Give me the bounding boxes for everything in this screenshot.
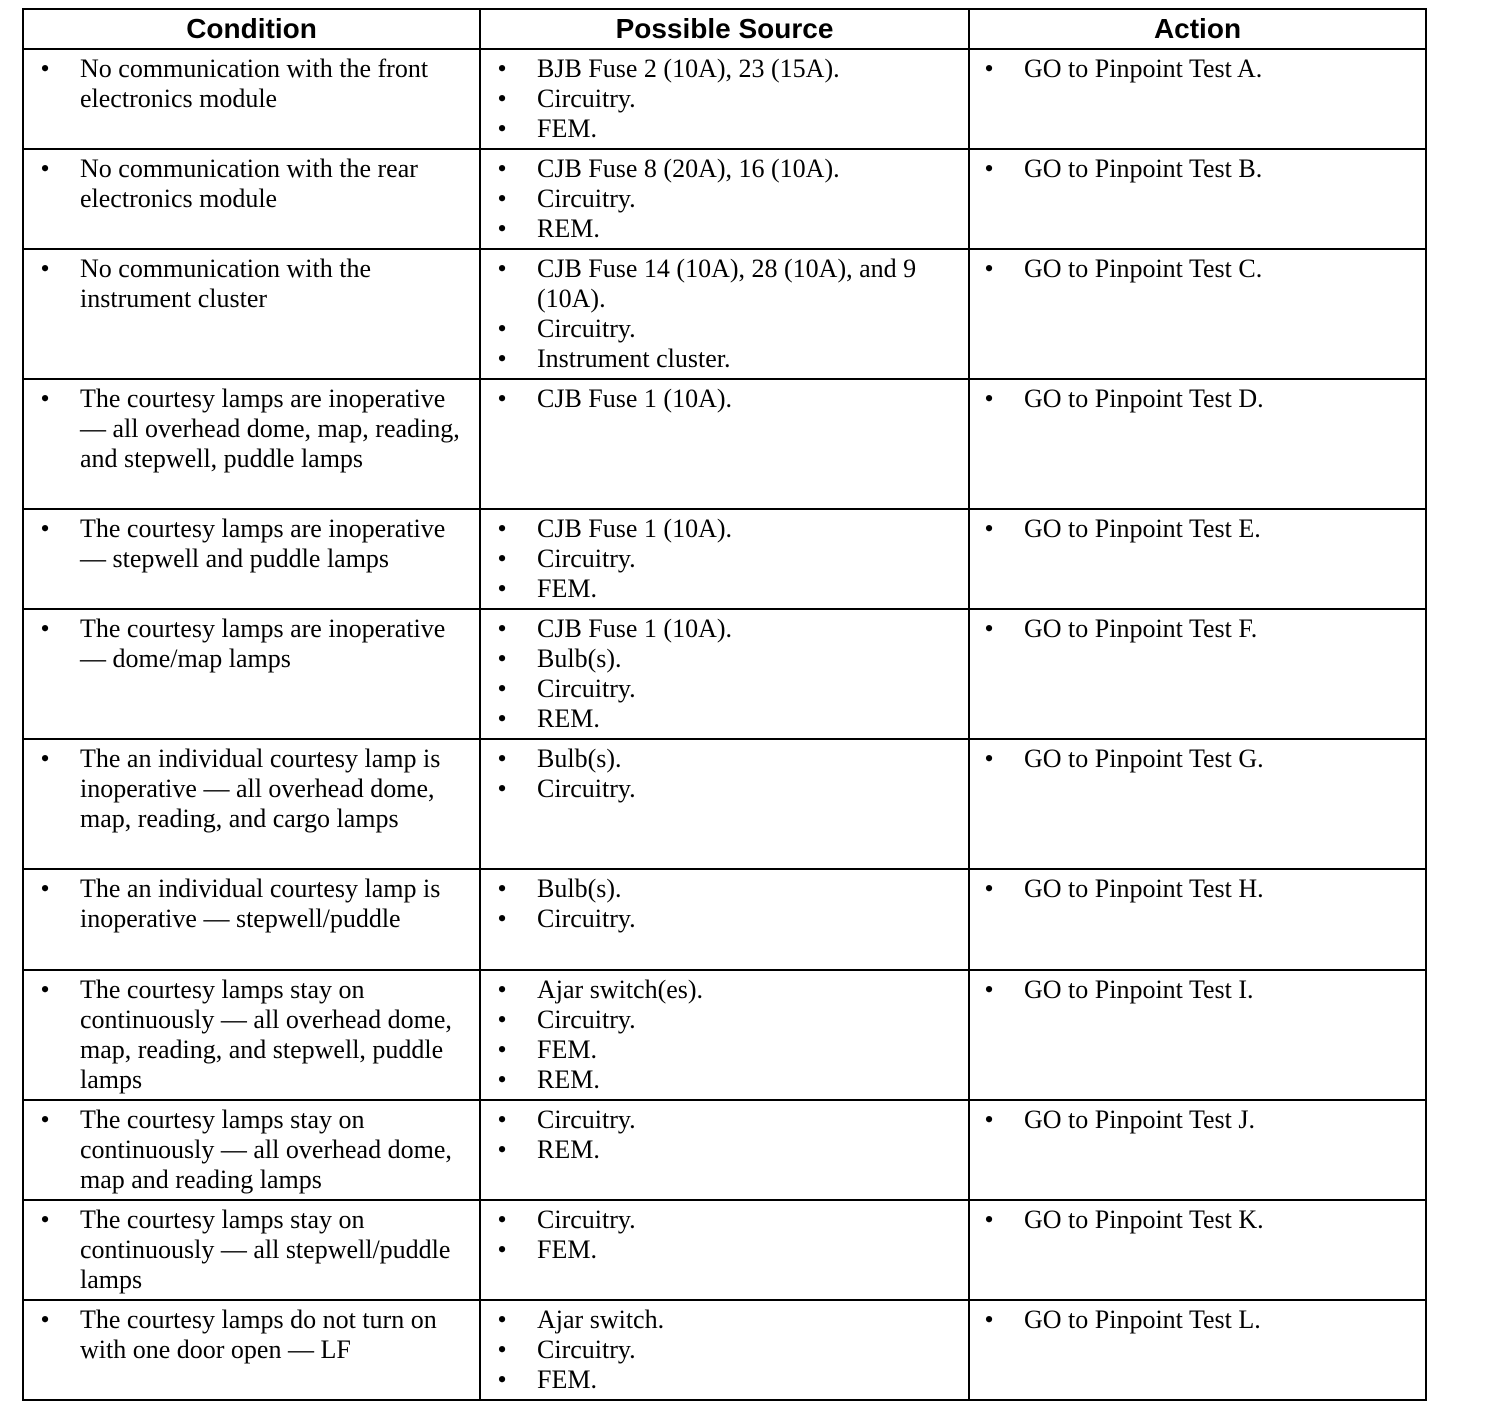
possible-source-cell bbox=[480, 249, 969, 379]
condition-text: The courtesy lamps are inoperative — dome/map lamps bbox=[80, 614, 446, 673]
action-text: GO to Pinpoint Test B. bbox=[1024, 154, 1263, 183]
table-row bbox=[23, 509, 1426, 609]
bullet-icon: • bbox=[497, 1365, 507, 1394]
condition-cell bbox=[23, 739, 480, 869]
bullet-icon: • bbox=[497, 514, 507, 543]
action-text: GO to Pinpoint Test F. bbox=[1024, 614, 1258, 643]
source-item: CJB Fuse 14 (10A), 28 (10A), and 9 (10A). bbox=[537, 254, 917, 313]
table-row bbox=[23, 379, 1426, 509]
action-text: GO to Pinpoint Test J. bbox=[1024, 1105, 1256, 1134]
symptom-chart-table bbox=[22, 8, 1427, 1401]
bullet-icon: • bbox=[40, 1305, 50, 1334]
source-item: Bulb(s). bbox=[537, 874, 622, 903]
action-text: GO to Pinpoint Test A. bbox=[1024, 54, 1263, 83]
table-row bbox=[23, 869, 1426, 970]
action-text: GO to Pinpoint Test G. bbox=[1024, 744, 1264, 773]
bullet-icon: • bbox=[40, 154, 50, 183]
table-row bbox=[23, 49, 1426, 149]
condition-text: The courtesy lamps do not turn on with one door open — LF bbox=[80, 1305, 437, 1364]
action-text: GO to Pinpoint Test E. bbox=[1024, 514, 1261, 543]
bullet-icon: • bbox=[497, 344, 507, 373]
condition-cell bbox=[23, 509, 480, 609]
source-item: Ajar switch. bbox=[537, 1305, 665, 1334]
bullet-icon: • bbox=[984, 874, 994, 903]
possible-source-cell bbox=[480, 1200, 969, 1300]
possible-source-cell bbox=[480, 869, 969, 970]
bullet-icon: • bbox=[497, 1205, 507, 1234]
bullet-icon: • bbox=[497, 214, 507, 243]
bullet-icon: • bbox=[497, 904, 507, 933]
table-row bbox=[23, 609, 1426, 739]
condition-cell bbox=[23, 1300, 480, 1400]
table-row bbox=[23, 739, 1426, 869]
bullet-icon: • bbox=[497, 574, 507, 603]
source-item: Circuitry. bbox=[537, 314, 636, 343]
possible-source-cell bbox=[480, 49, 969, 149]
condition-text: The courtesy lamps stay on continuously — all overhead dome, map, reading, and stepwell, puddle lamps bbox=[80, 975, 452, 1094]
action-cell bbox=[969, 869, 1426, 970]
bullet-icon: • bbox=[984, 614, 994, 643]
possible-source-cell bbox=[480, 1100, 969, 1200]
possible-source-cell bbox=[480, 1300, 969, 1400]
table-row bbox=[23, 149, 1426, 249]
action-cell bbox=[969, 970, 1426, 1100]
possible-source-cell bbox=[480, 509, 969, 609]
table-body bbox=[23, 49, 1426, 1400]
bullet-icon: • bbox=[497, 84, 507, 113]
action-cell bbox=[969, 1200, 1426, 1300]
action-cell bbox=[969, 609, 1426, 739]
table-row bbox=[23, 1300, 1426, 1400]
bullet-icon: • bbox=[497, 874, 507, 903]
condition-text: No communication with the rear electronics module bbox=[80, 154, 418, 213]
condition-text: The courtesy lamps stay on continuously — all overhead dome, map and reading lamps bbox=[80, 1105, 452, 1194]
bullet-icon: • bbox=[40, 744, 50, 773]
bullet-icon: • bbox=[497, 1135, 507, 1164]
condition-text: The courtesy lamps are inoperative — all overhead dome, map, reading, and stepwell, puddle lamps bbox=[80, 384, 460, 473]
source-item: Bulb(s). bbox=[537, 744, 622, 773]
bullet-icon: • bbox=[497, 384, 507, 413]
source-item: CJB Fuse 1 (10A). bbox=[537, 384, 733, 413]
bullet-icon: • bbox=[40, 1205, 50, 1234]
action-text: GO to Pinpoint Test L. bbox=[1024, 1305, 1261, 1334]
source-item: Circuitry. bbox=[537, 1105, 636, 1134]
possible-source-cell bbox=[480, 149, 969, 249]
possible-source-cell bbox=[480, 739, 969, 869]
source-item: BJB Fuse 2 (10A), 23 (15A). bbox=[537, 54, 840, 83]
bullet-icon: • bbox=[497, 1105, 507, 1134]
source-item: REM. bbox=[537, 704, 600, 733]
action-text: GO to Pinpoint Test K. bbox=[1024, 1205, 1264, 1234]
bullet-icon: • bbox=[40, 384, 50, 413]
source-item: Bulb(s). bbox=[537, 644, 622, 673]
condition-cell bbox=[23, 609, 480, 739]
bullet-icon: • bbox=[40, 874, 50, 903]
condition-cell bbox=[23, 1200, 480, 1300]
action-cell bbox=[969, 249, 1426, 379]
possible-source-header: Possible Source bbox=[480, 9, 969, 49]
bullet-icon: • bbox=[984, 254, 994, 283]
bullet-icon: • bbox=[984, 1305, 994, 1334]
action-cell bbox=[969, 739, 1426, 869]
possible-source-cell bbox=[480, 379, 969, 509]
action-text: GO to Pinpoint Test I. bbox=[1024, 975, 1254, 1004]
bullet-icon: • bbox=[497, 644, 507, 673]
condition-text: The an individual courtesy lamp is inoperative — stepwell/puddle bbox=[80, 874, 441, 933]
source-item: CJB Fuse 1 (10A). bbox=[537, 514, 733, 543]
bullet-icon: • bbox=[40, 614, 50, 643]
bullet-icon: • bbox=[40, 1105, 50, 1134]
source-item: FEM. bbox=[537, 1235, 597, 1264]
header-row bbox=[23, 9, 1426, 49]
bullet-icon: • bbox=[497, 975, 507, 1004]
action-cell bbox=[969, 379, 1426, 509]
condition-cell bbox=[23, 49, 480, 149]
condition-cell bbox=[23, 379, 480, 509]
bullet-icon: • bbox=[984, 514, 994, 543]
action-cell bbox=[969, 149, 1426, 249]
bullet-icon: • bbox=[40, 254, 50, 283]
condition-cell bbox=[23, 869, 480, 970]
table-row bbox=[23, 970, 1426, 1100]
source-item: Circuitry. bbox=[537, 1205, 636, 1234]
bullet-icon: • bbox=[497, 114, 507, 143]
action-cell bbox=[969, 1300, 1426, 1400]
source-item: Ajar switch(es). bbox=[537, 975, 704, 1004]
bullet-icon: • bbox=[497, 1065, 507, 1094]
source-item: FEM. bbox=[537, 1365, 597, 1394]
bullet-icon: • bbox=[40, 54, 50, 83]
condition-cell bbox=[23, 1100, 480, 1200]
bullet-icon: • bbox=[497, 1335, 507, 1364]
bullet-icon: • bbox=[497, 1305, 507, 1334]
condition-text: The courtesy lamps stay on continuously — all stepwell/puddle lamps bbox=[80, 1205, 451, 1294]
bullet-icon: • bbox=[497, 54, 507, 83]
bullet-icon: • bbox=[497, 544, 507, 573]
source-item: Circuitry. bbox=[537, 674, 636, 703]
bullet-icon: • bbox=[497, 1235, 507, 1264]
bullet-icon: • bbox=[497, 744, 507, 773]
bullet-icon: • bbox=[984, 975, 994, 1004]
condition-text: The courtesy lamps are inoperative — stepwell and puddle lamps bbox=[80, 514, 446, 573]
bullet-icon: • bbox=[497, 614, 507, 643]
source-item: FEM. bbox=[537, 114, 597, 143]
bullet-icon: • bbox=[497, 184, 507, 213]
bullet-icon: • bbox=[984, 154, 994, 183]
bullet-icon: • bbox=[984, 384, 994, 413]
source-item: Circuitry. bbox=[537, 1005, 636, 1034]
action-cell bbox=[969, 509, 1426, 609]
possible-source-cell bbox=[480, 970, 969, 1100]
source-item: REM. bbox=[537, 1065, 600, 1094]
bullet-icon: • bbox=[497, 704, 507, 733]
bullet-icon: • bbox=[497, 254, 507, 283]
bullet-icon: • bbox=[984, 1205, 994, 1234]
bullet-icon: • bbox=[497, 154, 507, 183]
bullet-icon: • bbox=[497, 1035, 507, 1064]
bullet-icon: • bbox=[497, 774, 507, 803]
bullet-icon: • bbox=[40, 975, 50, 1004]
bullet-icon: • bbox=[497, 1005, 507, 1034]
source-item: REM. bbox=[537, 214, 600, 243]
action-text: GO to Pinpoint Test C. bbox=[1024, 254, 1263, 283]
bullet-icon: • bbox=[497, 674, 507, 703]
action-text: GO to Pinpoint Test D. bbox=[1024, 384, 1264, 413]
table-row bbox=[23, 249, 1426, 379]
condition-cell bbox=[23, 249, 480, 379]
source-item: FEM. bbox=[537, 574, 597, 603]
condition-text: No communication with the instrument cluster bbox=[80, 254, 372, 313]
source-item: REM. bbox=[537, 1135, 600, 1164]
source-item: Circuitry. bbox=[537, 184, 636, 213]
source-item: Circuitry. bbox=[537, 544, 636, 573]
table-row bbox=[23, 1100, 1426, 1200]
source-item: Circuitry. bbox=[537, 774, 636, 803]
source-item: Circuitry. bbox=[537, 904, 636, 933]
condition-cell bbox=[23, 149, 480, 249]
source-item: Instrument cluster. bbox=[537, 344, 731, 373]
bullet-icon: • bbox=[984, 744, 994, 773]
source-item: CJB Fuse 8 (20A), 16 (10A). bbox=[537, 154, 840, 183]
table-row bbox=[23, 1200, 1426, 1300]
bullet-icon: • bbox=[984, 54, 994, 83]
possible-source-cell bbox=[480, 609, 969, 739]
source-item: CJB Fuse 1 (10A). bbox=[537, 614, 733, 643]
bullet-icon: • bbox=[984, 1105, 994, 1134]
bullet-icon: • bbox=[40, 514, 50, 543]
condition-text: No communication with the front electronics module bbox=[80, 54, 429, 113]
source-item: FEM. bbox=[537, 1035, 597, 1064]
bullet-icon: • bbox=[497, 314, 507, 343]
action-text: GO to Pinpoint Test H. bbox=[1024, 874, 1264, 903]
action-header: Action bbox=[969, 9, 1426, 49]
action-cell bbox=[969, 49, 1426, 149]
source-item: Circuitry. bbox=[537, 84, 636, 113]
action-cell bbox=[969, 1100, 1426, 1200]
source-item: Circuitry. bbox=[537, 1335, 636, 1364]
condition-cell bbox=[23, 970, 480, 1100]
condition-header: Condition bbox=[23, 9, 480, 49]
condition-text: The an individual courtesy lamp is inoperative — all overhead dome, map, reading, and cargo lamps bbox=[80, 744, 441, 833]
